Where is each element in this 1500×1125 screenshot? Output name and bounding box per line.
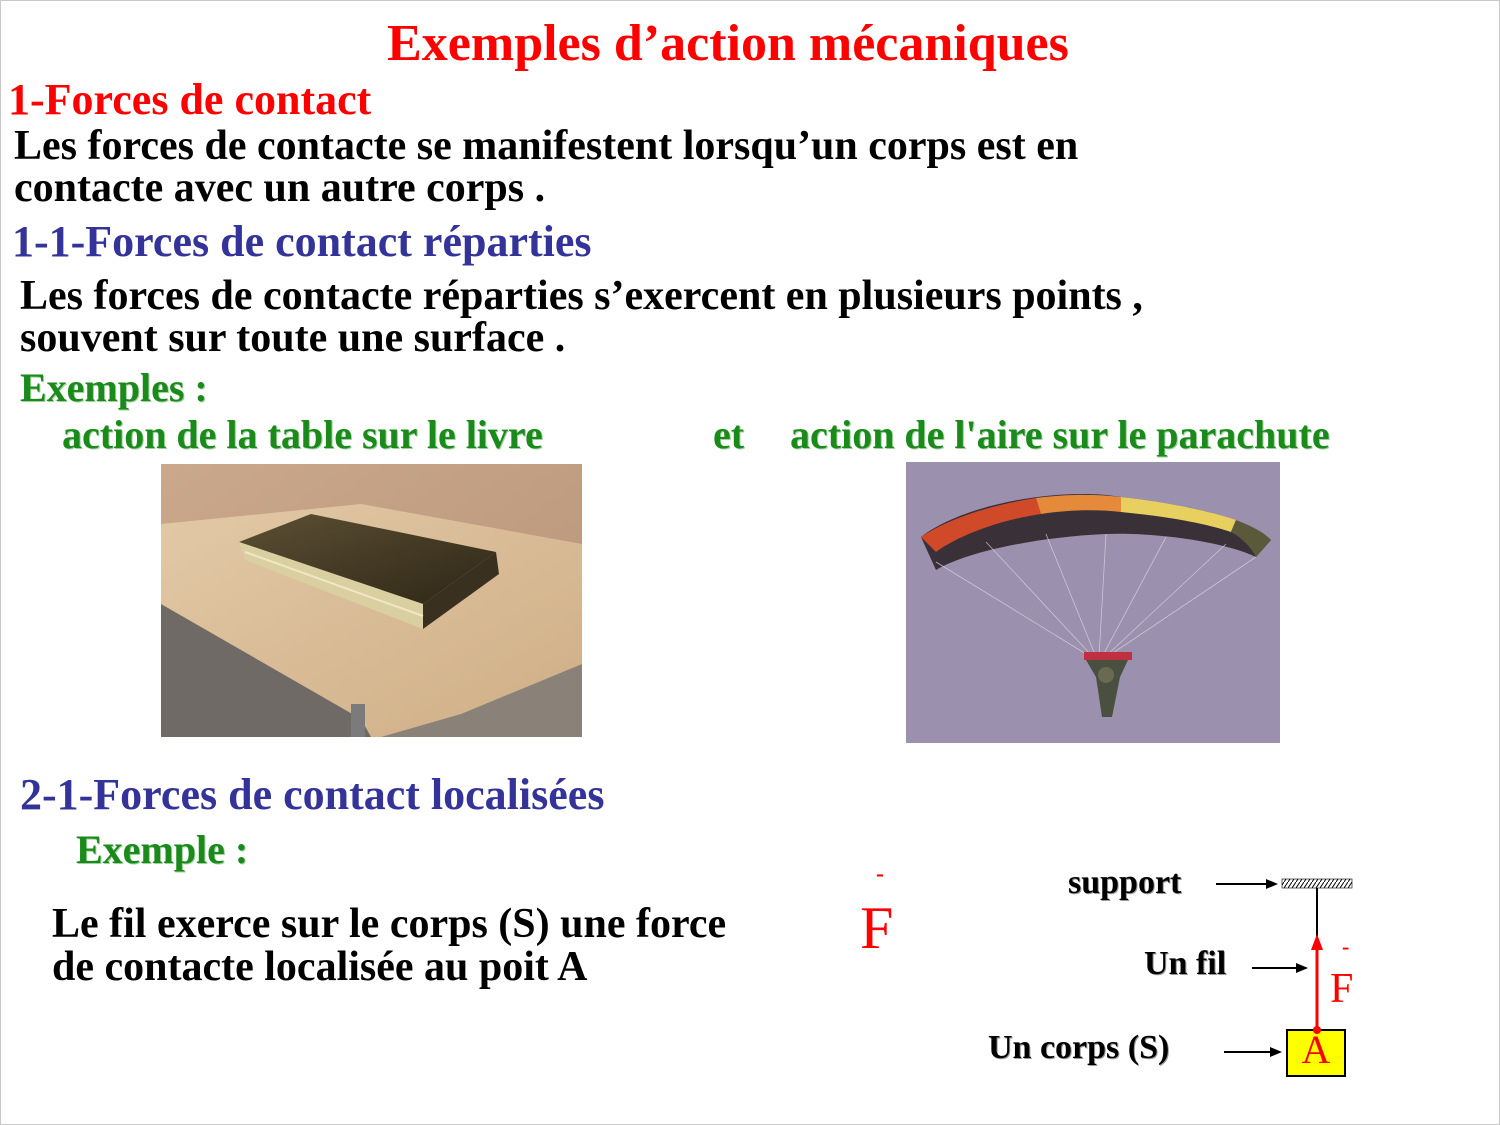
caption-table-book: action de la table sur le livre (62, 412, 543, 457)
examples-label: Exemples : (20, 365, 208, 410)
page-title: Exemples d’action mécaniques (387, 15, 1069, 72)
point-a-label: A (1301, 1027, 1331, 1072)
label-support: support (1068, 864, 1182, 901)
force-vector-arrow (1311, 934, 1323, 1030)
section11-text-line1: Les forces de contacte réparties s’exercent en plusieurs points , (20, 273, 1143, 319)
section11-heading: 1-1-Forces de contact réparties (12, 217, 592, 266)
parachute-image (906, 462, 1280, 743)
force-vector-bar: - (876, 861, 884, 887)
section21-text-line2: de contacte localisée au poit A (52, 944, 588, 990)
support-arrow (1216, 879, 1278, 889)
section1-text-line1: Les forces de contacte se manifestent lorsqu’un corps est en (14, 123, 1079, 169)
section21-text-line1: Le fil exerce sur le corps (S) une force (52, 901, 727, 947)
label-fil: Un fil (1144, 945, 1227, 982)
book-on-table-image (161, 464, 582, 737)
diagram-vector-bar: - (1342, 934, 1350, 959)
section1-heading: 1-Forces de contact (8, 75, 372, 124)
diagram-vector-symbol: F (1330, 966, 1354, 1012)
label-corps: Un corps (S) (988, 1029, 1170, 1066)
caption-conjunction: et (713, 412, 745, 457)
force-vector-symbol: F (860, 895, 894, 961)
example-label: Exemple : (76, 827, 249, 872)
section1-text-line2: contacte avec un autre corps . (14, 165, 546, 211)
fil-arrow (1252, 963, 1308, 973)
section21-heading: 2-1-Forces de contact localisées (20, 770, 605, 819)
caption-air-parachute: action de l'aire sur le parachute (790, 412, 1330, 457)
corps-arrow (1224, 1047, 1282, 1057)
support-bar (1282, 879, 1352, 888)
section11-text-line2: souvent sur toute une surface . (20, 315, 566, 361)
